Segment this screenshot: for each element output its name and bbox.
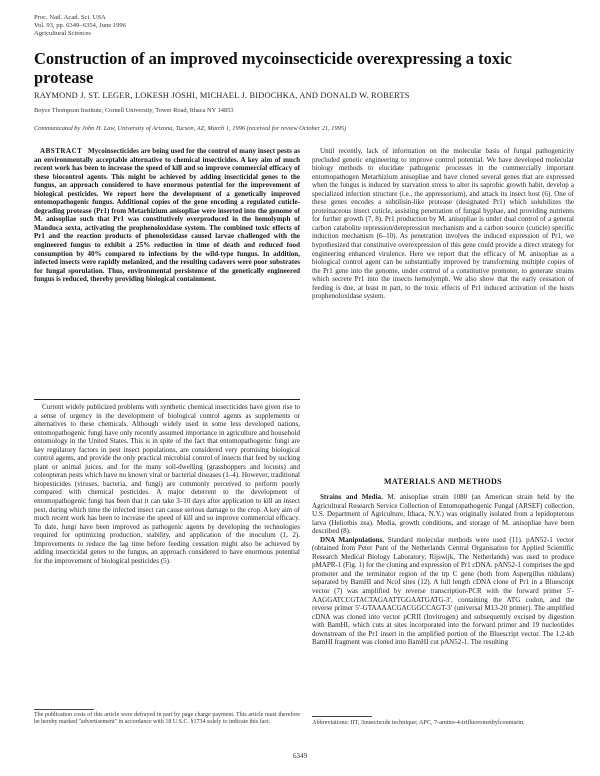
publication-cost-footnote: The publication costs of this article were defrayed in part by page charge payment. This article must therefore be hereby marked "advertisement" in accordance with 18 U.S.C. §1734 solely to indicate this fact.: [34, 712, 300, 726]
methods-text: [312, 493, 574, 714]
abstract-label: ABSTRACT: [40, 147, 83, 155]
page-number: 6349: [292, 752, 308, 760]
strains-heading: Strains and Media.: [320, 493, 383, 501]
introduction-right: [312, 147, 574, 465]
abbreviations-footnote: Abbreviations: IIT, 3ınsectıcıde technique; APC, 7-amino-4-trifluoromethylcoumarin.: [312, 719, 525, 726]
journal-header: [34, 14, 126, 38]
intro-paragraph: Current widely publicized problems with synthetic chemical insecticides have given rise to a sense of urgency in the development of biological control agents as supplements or alternatives to these chemicals. Although widely used in some less developed nations, entomopathogenic fungi have only recently assumed importance in agriculture and household entomology in the United States. This is in spite of the fact that entomopathogenic fungi are key regulatory factors in pest insect populations, are considered very promising biological control agents, and provide the only practical microbial control of insects that feed by sucking plant or animal juices, and for the many soil-dwelling (grasshoppers and locusts) and coleopteran pests which have no known viral or bacterial diseases (1–4). However, traditional biopesticides (viruses, bacteria, and fungi) are commonly perceived to perform poorly compared with chemical pesticides. A major deterrent to the development of entomopathogenic fungi has been that it can take 3–10 days after application to kill an insect pest, during which time the infected insect can cause serious damage to the crop. A key aim of much recent work has been to increase the speed of kill and so improve commercial efficacy. To date, fungi have been improved as pathogenic agents by developing the technologies required for optimizing production, stability, and application of the inoculum (1, 2). Improvements to reduce the lag time before feeding cessation might also be achieved by adding insecticidal genes to the fungus, an approach considered to have enormous potential for the improvement of biological pesticides (5).: [34, 403, 300, 565]
section-heading-methods: MATERIALS AND METHODS: [383, 477, 503, 486]
abstract-text: Mycoinsecticides are being used for the control of many insect pests as an environmentally acceptable alternative to chemical insecticides. A key aim of much recent work has been to increase the speed of kill and so improve commercial efficacy of these biocontrol agents. This might be achieved by adding insecticidal genes to the fungus, an approach considered to have enormous potential for the improvement of biological pesticides. We report here the development of a genetically improved entomopathogenic fungus. Additional copies of the gene encoding a regulated cuticle-degrading protease (Pr1) from Metarhizium anisopliae were inserted into the genome of M. anisopliae such that Pr1 was constitutively overproduced in the hemolymph of Manduca sexta, activating the prophenoloxidase system. The combined toxic effects of Pr1 and the reaction products of phenoloxidase caused larvae challenged with the engineered fungus to exhibit a 25% reduction in time of death and reduced food consumption by 40% compared to infections by the wild-type fungus. In addition, infected insects were rapidly melanized, and the resulting cadavers were poor substrates for fungal sporulation. Thus, environmental persistence of the genetically engineered fungus is reduced, thereby providing biological containment.: [34, 147, 300, 284]
dna-heading: DNA Manipulations.: [320, 535, 385, 544]
strains-text: M. anisopliae strain 1080 (an American strain held by the Agricultural Research Service Collection of Entomopathogenic Fungal (ARSEF) collection, U.S. Department of Agriculture, Ithaca, N.Y.) was originally isolated from a lepidopterous larva (Heliothis zea). Media, growth conditions, and storage of M. anisopliae have been described (8).: [312, 493, 574, 536]
subject-section: Agricultural Sciences: [34, 30, 91, 37]
introduction-left: [34, 403, 300, 706]
abstract-divider: [34, 399, 300, 400]
dna-text: Standard molecular methods were used (11). pAN52-1 vector (obtained from Peter Punt of the Netherlands Central Organisation for Applied Scientific Research Medical Biology Laboratory, Rijswijk, The Netherlands) was used to produce pMAPR-1 (Fig. 1) for the cloning and expression of Pr1 cDNA. pAN52-1 comprises the gpd promoter and the terminator region of the trp C gene (both from Aspergillus nidulans) separated by BamHI and NcoI sites (12). A full length cDNA clone of Pr1 in a Bluescript vector (7) was amplified by reverse transcription-PCR with the forward primer 5′-AAGGATCCGTACTAGAATTGGAATGATG-3′, containing the ATG codon, and the reverse primer 5′-GTAAAACGACGGCCAGT-3′ (universal M13-20 primer). The amplified cDNA was cloned into vector pCRII (Invitrogen) and subsequently excised by digestion with BamHI, which cuts at sites incorporated into the forward primer and 19 nucleotides downstream of the Pr1 insert in the amplified portion of the Bluescript vector. The 1.2-kb BamHI fragment was cloned into BamHI cut pAN52-1. The resulting: [312, 535, 574, 647]
abstract: [34, 147, 300, 284]
communication-note: Communicated by John H. Law, University of Arizona, Tucson, AZ, March 1, 1996 (received for review October 21, 1995): [34, 125, 347, 132]
article-title: Construction of an improved mycoinsecticide overexpressing a toxic protease: [34, 49, 513, 87]
volume-info: Vol. 93, pp. 6349–6354, June 1996: [34, 22, 127, 29]
affiliation: Boyce Thompson Institute, Cornell University, Tower Road, Ithaca NY 14853: [34, 107, 234, 114]
intro-paragraph-right: Until recently, lack of information on the molecular basis of fungal pathogenicity precluded genetic engineering to improve control potential. We have developed molecular biology methods to elucidate pathogenic processes in the commercially important entomopathogen Metarhizium anisopliae and have cloned several genes that are expressed when the fungus is induced by starvation stress to alter its saprobic growth habit, develop a specialized infection structure (i.e., the appressorium), and attack its insect host (6). One of these genes encodes a subtilisin-like protease (designated Pr1) which solubilizes the proteinaceous insect cuticle, assisting penetration of fungal hyphae, and providing nutrients for further growth (7, 8). Pr1 production by M. anisopliae is under dual control of a general carbon catabolite repression/derepression mechanism and a carbon source (cuticle) specific induction mechanism (6–10). As penetration involves the induced expression of Pr1, we hypothesized that constitutive overexpression of this gene could provide a direct strategy for engineering enhanced virulence. Here we report that the efficacy of M. anisopliae as a biological control agent can be substantially improved by transforming multiple copies of the Pr1 gene into the genome, under control of a constitutive promoter, to generate strains which secrete Pr1 into the insects hemolymph. We also show that the early cessation of feeding is due, at least in part, to the toxic effects of Pr1 induced activation of the hosts prophenoloxidase system.: [312, 147, 574, 301]
journal-name: Proc. Natl. Acad. Sci. USA: [34, 14, 106, 21]
author-list: RAYMOND J. ST. LEGER, LOKESH JOSHI, MICHAEL J. BIDOCHKA, AND DONALD W. ROBERTS: [34, 91, 410, 100]
footnote-divider: [34, 709, 94, 710]
abbreviations-divider: [312, 716, 372, 717]
